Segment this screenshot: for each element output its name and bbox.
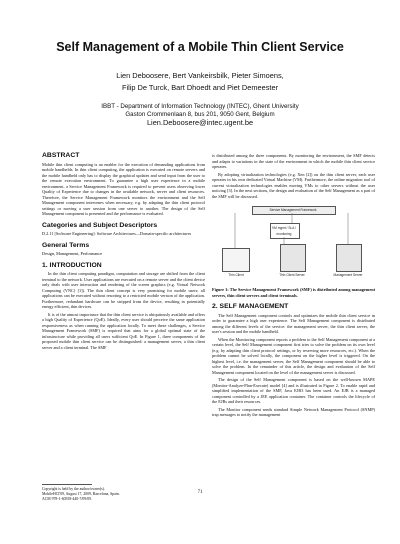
general-terms-heading: General Terms xyxy=(42,241,90,249)
self-management-paragraph-3: The design of the Self Management component is based on the well-known MAPE (Monitor-Analyze-Plan-Execute) model [4] and is illustrated in Figure 2. To enable rapid and simplified implementation of the SMF, Java EJB3 has been used. An EJB is a managed component controlled by a JEE application container. The container controls the lifecycle of the EJBs and their resources. xyxy=(212,377,375,404)
intro-paragraph-1: In the thin client computing paradigm, computation and storage are shifted from the client terminal to the network. User applications are executed on a remote server and the client device only deals with user interaction and rendering of the screen graphics (e.g. Virtual Network Computing (VNC) [1]). The thin client concept is very promising for mobile users: all applications can be executed without resorting to a restricted mobile version of the application. Furthermore, redundant hardware can be stripped from the device, resulting in potentially energy efficient, thin devices. xyxy=(42,271,205,309)
author-list xyxy=(0,70,400,94)
self-management-paragraph-4: The Monitor component sends standard Simple Network Management Protocol (SNMP) trap messages to notify the management xyxy=(212,406,375,417)
copyright-line-3: ACM 978-1-60558-440-7/09/09. xyxy=(42,496,92,501)
categories-text: D.2.11 [Software Engineering]: Software Architectures—Domain-specific architectures xyxy=(42,231,192,236)
self-management-paragraph-1: The Self Management component controls and optimizes the mobile thin client service in order to guarantee a high user experience. The Self Management component is distributed among the different levels of the service: the management server, the thin client server, the user's session and the mobile handheld. xyxy=(212,312,375,334)
self-management-heading: 2. SELF MANAGEMENT xyxy=(212,303,289,310)
figure-1-caption-text: Figure 1: The Service Management Framework (SMF) is distributed among management servers, thin client servers and client terminals. xyxy=(212,287,375,298)
copyright-line-1: Copyright is held by the author/owner(s). xyxy=(42,487,105,491)
right-column xyxy=(212,153,375,420)
management-server-label: Management Server xyxy=(333,273,363,277)
affiliation xyxy=(0,103,400,127)
figure-1-diagram xyxy=(218,206,368,281)
general-terms-text: Design, Management, Performance xyxy=(42,251,103,256)
authors-line-2: Filip De Turck, Bart Dhoedt and Piet Demeester xyxy=(121,83,279,92)
copyright-line-2: MobileHCI'09, August 17, 2009, Barcelona, Spain. xyxy=(42,491,120,496)
paper-title: Self Management of a Mobile Thin Client Service xyxy=(56,40,344,54)
intro-heading: 1. INTRODUCTION xyxy=(42,261,102,269)
self-management-paragraph-2: When the Monitoring component reports a problem to the Self Management component at a certain level, the Self Management component first tries to solve the problem on its own level (e.g. by adapting thin client protocol settings, or by reserving more resources, etc.). When the problem cannot be solved locally, the component on the higher level is triggered. On the highest level, i.e. the management server, the Self Management component should be able to solve the problem. In the remainder of this article, the design and evaluation of the Self Management component located on the level of the management server is discussed. xyxy=(212,336,375,375)
categories-heading: Categories and Subject Descriptors xyxy=(42,221,158,229)
abstract-heading: ABSTRACT xyxy=(42,152,80,159)
smf-title-label: Service Management Framework xyxy=(269,207,317,212)
vm-mgmt-label: VM mgmt / SLA / monitoring xyxy=(272,226,296,236)
abstract-text: Mobile thin client computing is an enabler for the execution of demanding applications from mobile handhelds. In thin client computing, the application is executed on remote servers and the mobile handheld only has to display the graphical updates and send input from the user to the remote execution environment. To guarantee a high user experience in a mobile environment, a Service Management Framework is required to prevent users observing lower Quality of Experience due to changes in the available network, server and client resources. Therefore, the Service Management Framework monitors the environment and the Self Management component intervenes when necessary, e.g. by adapting the thin client protocol settings or moving a user session from one server to another. The design of the Self Management component is presented and the performance is evaluated. xyxy=(42,161,205,216)
left-column xyxy=(42,153,205,352)
right-paragraph-1: is distributed among the three components. By monitoring the environment, the SMF detects and adapts to variations in the state of the environment in which the mobile thin client service operates. xyxy=(212,153,375,169)
affiliation-line-2: Gaston Crommenlaan 8, bus 201, 9050 Gent, Belgium xyxy=(125,111,275,118)
intro-paragraph-2: It is of the utmost importance that the thin client service is ubiquitously available and offers a high Quality of Experience (QoE). Ideally, every user should perceive the same application responsiveness as when running the application locally. To meet these challenges, a Service Management Framework (SMF) is required that aims for a global optimal state of the infrastructure while providing all users sufficient QoE. In Figure 1, three components of the proposed mobile thin client service can be distinguished: a management server, a thin client server and a client terminal. The SMF xyxy=(42,311,205,350)
affiliation-line-1: IBBT - Department of Information Technology (INTEC), Ghent University xyxy=(101,103,299,110)
figure-1-caption xyxy=(212,287,375,298)
footer-rule xyxy=(42,484,92,485)
page-number: 71 xyxy=(197,490,203,495)
thin-client-label: Thin Client xyxy=(228,273,244,277)
thin-client-server-label: Thin Client Server xyxy=(279,273,305,277)
right-paragraph-2: By adopting virtualization technologies (e.g. Xen [2]) on the thin client server, each user operates in his own dedicated Virtual Machine (VM). Furthermore, the online migration tool of current virtualization technologies enables moving VMs to other servers without the user noticing [3]. In the next sections, the design and evaluation of the Self Management as a part of the SMF will be discussed. xyxy=(212,171,375,199)
authors-line-1: Lien Deboosere, Bert Vankeirsbilk, Pieter Simoens, xyxy=(116,71,284,80)
author-email: Lien.Deboosere@intec.ugent.be xyxy=(146,118,254,127)
figure-connectors xyxy=(218,206,368,281)
